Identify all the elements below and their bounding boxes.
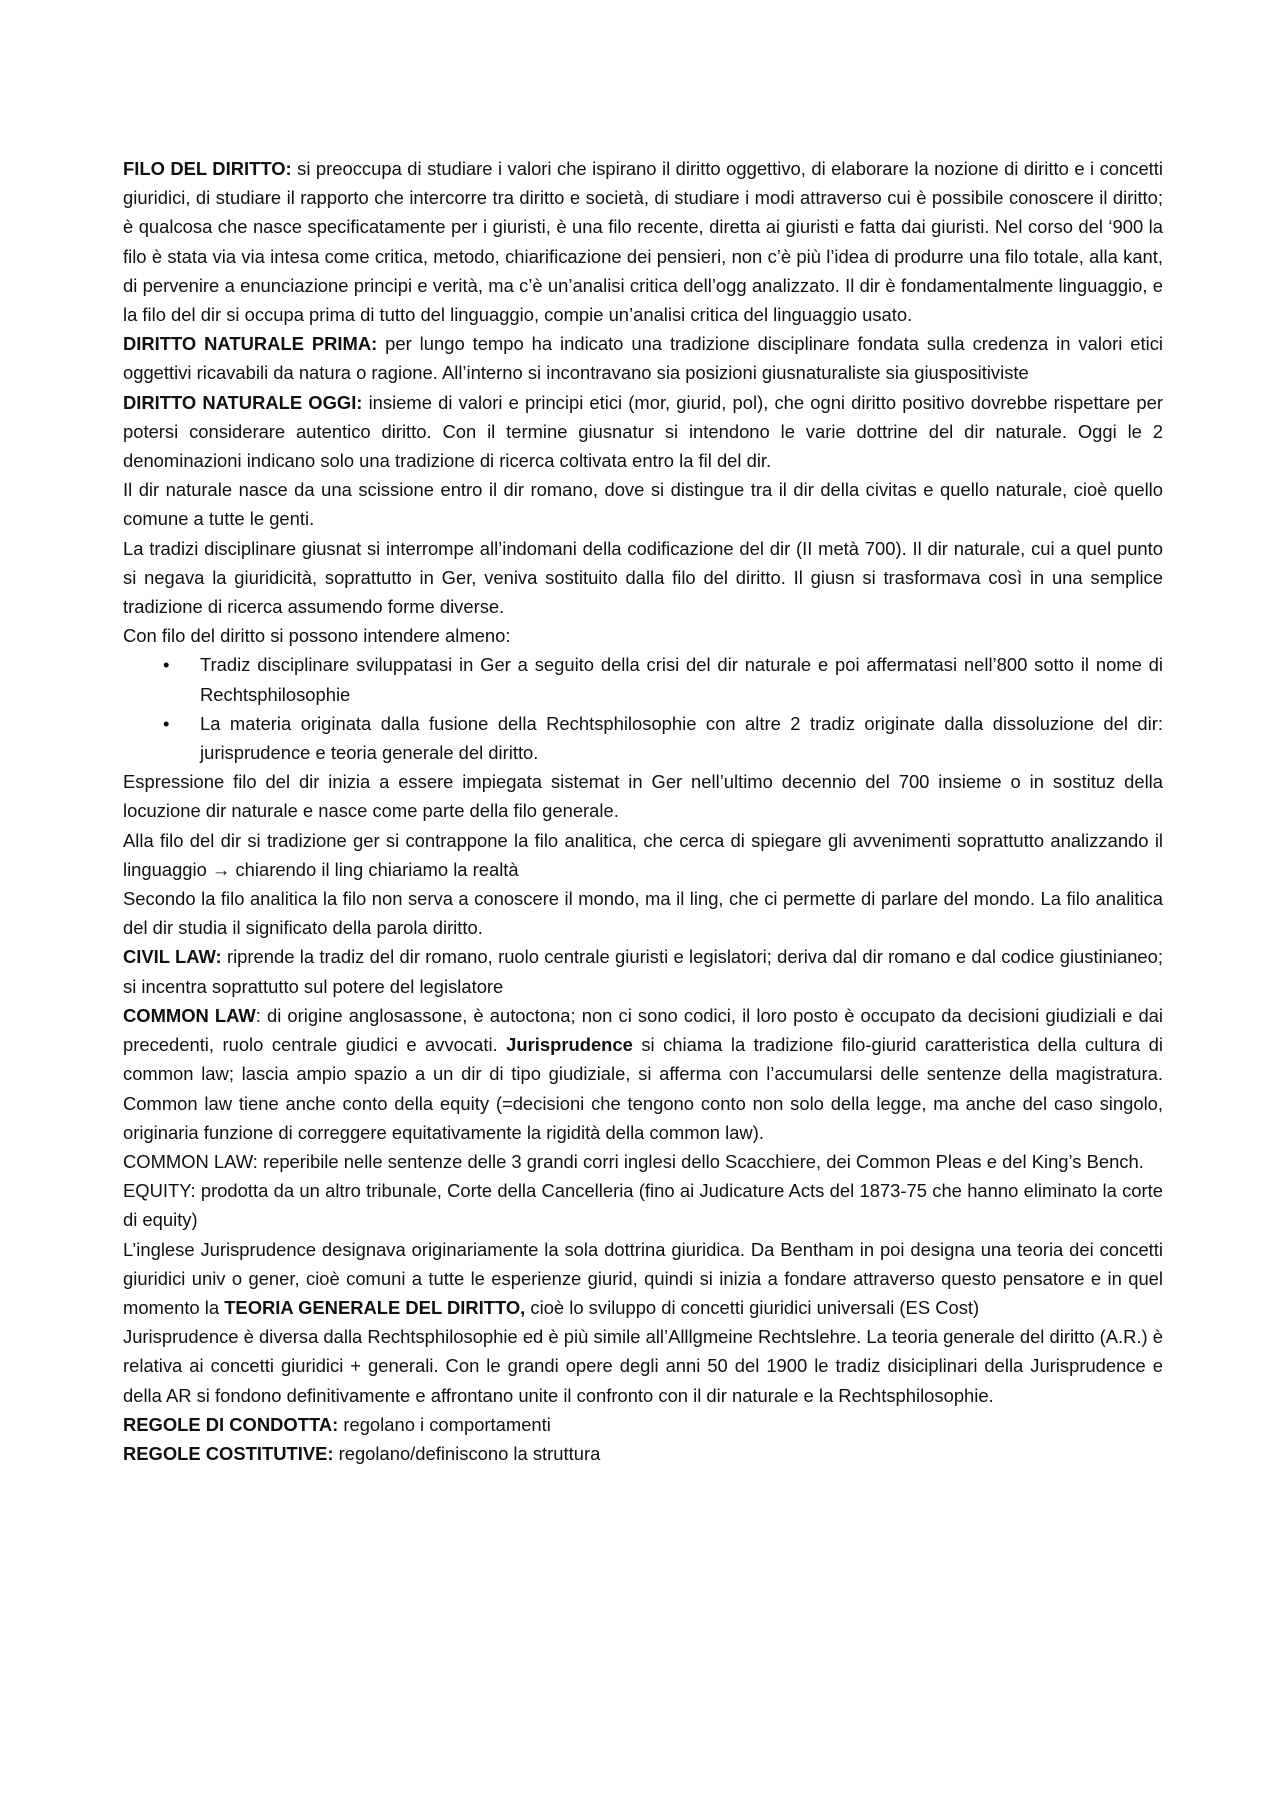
paragraph-text: : di origine anglosassone, è autoctona; non ci sono codici, il loro posto è occupato da decisioni giudiziali e dai precedenti, ruolo centrale giudici e avvocati. bbox=[123, 1004, 1163, 1056]
term-regole-di-condotta: REGOLE DI CONDOTTA: bbox=[123, 1413, 339, 1435]
paragraph-text: regolano/definiscono la struttura bbox=[333, 1442, 601, 1464]
list-item-text: Tradiz disciplinare sviluppatasi in Ger a seguito della crisi del dir naturale e poi affermatasi nell’800 sotto il nome di Rechtsphilosophie bbox=[200, 654, 1163, 705]
term-common-law: COMMON LAW bbox=[123, 1004, 256, 1026]
paragraph-common-law-reperibile: COMMON LAW: reperibile nelle sentenze delle 3 grandi corri inglesi dello Scacchiere, dei Common Pleas e del King’s Bench. bbox=[123, 1150, 1144, 1172]
paragraph-jurisprudence-diversa: Jurisprudence è diversa dalla Rechtsphilosophie ed è più simile all’Alllgmeine Rechtslehre. La teoria generale del diritto (A.R.) è relativa ai concetti giuridici + generali. Con le grandi opere degli anni 50 del 1900 le tradiz disiciplinari della Jurisprudence e della AR si fondono definitivamente e affrontano unite il confronto con il dir naturale e la Rechtsphilosophie. bbox=[123, 1326, 1163, 1406]
paragraph-filo-analitica bbox=[123, 826, 1163, 884]
paragraph-equity: EQUITY: prodotta da un altro tribunale, Corte della Cancelleria (fino ai Judicature Acts del 1873-75 che hanno eliminato la corte di equity) bbox=[123, 1180, 1163, 1231]
arrow-right-icon: → bbox=[211, 858, 231, 880]
paragraph-text: Alla filo del dir si tradizione ger si contrappone la filo analitica, che cerca di spiegare gli avvenimenti soprattutto analizzando il linguaggio bbox=[123, 829, 1163, 880]
term-teoria-generale: TEORIA GENERALE DEL DIRITTO, bbox=[224, 1296, 526, 1318]
paragraph-common-law bbox=[123, 1001, 1163, 1147]
paragraph-jurisprudence-inglese bbox=[123, 1235, 1163, 1323]
list-item-text: La materia originata dalla fusione della Rechtsphilosophie con altre 2 tradiz originate dalla dissoluzione del dir: jurisprudence e teoria generale del diritto. bbox=[200, 712, 1163, 764]
list-item bbox=[123, 709, 1163, 767]
paragraph-diritto-naturale-oggi bbox=[123, 388, 1163, 476]
paragraph-civil-law bbox=[123, 942, 1163, 1000]
paragraph-regole-di-condotta bbox=[123, 1410, 1163, 1439]
paragraph-text: cioè lo sviluppo di concetti giuridici universali (ES Cost) bbox=[525, 1296, 980, 1318]
paragraph-text: si chiama la tradizione filo-giurid caratteristica della cultura di common law; lascia ampio spazio a un dir di tipo giudiziale, si afferma con l’accumularsi delle sentenze della magistratura. Common law tiene anche conto della equity (=decisioni che tengono conto non solo della legge, ma anche del caso singolo, originaria funzione di correggere equitativamente la rigidità della common law). bbox=[123, 1034, 1163, 1143]
paragraph-filo-del-diritto bbox=[123, 154, 1163, 329]
paragraph-text: riprende la tradiz del dir romano, ruolo centrale giuristi e legislatori; deriva dal dir romano e dal codice giustinianeo; si incentra soprattutto sul potere del legislatore bbox=[123, 946, 1163, 997]
term-diritto-naturale-prima: DIRITTO NATURALE PRIMA: bbox=[123, 333, 378, 355]
paragraph-tradizi-disciplinare: La tradizi disciplinare giusnat si interrompe all’indomani della codificazione del dir (II metà 700). Il dir naturale, cui a quel punto si negava la giuridicità, soprattutto in Ger, veniva sostituito dalla filo del diritto. Il giusn si trasformava così in una semplice tradizione di ricerca assumendo forme diverse. bbox=[123, 537, 1163, 618]
document-page bbox=[123, 154, 1163, 1468]
paragraph-text: L’inglese Jurisprudence designava originariamente la sola dottrina giuridica. Da Bentham in poi designa una teoria dei concetti giuridici univ o gener, cioè comuni a tutte le esperienze giurid, quindi si inizia a fondare attraverso questo pensatore e in quel momento la bbox=[123, 1238, 1163, 1318]
paragraph-text: per lungo tempo ha indicato una tradizione disciplinare fondata sulla credenza in valori etici oggettivi ricavabili da natura o ragione. All’interno si incontravano sia posizioni giusnaturaliste sia giuspositiviste bbox=[123, 333, 1163, 384]
list-item bbox=[123, 650, 1163, 708]
paragraph-text: chiarendo il ling chiariamo la realtà bbox=[230, 858, 519, 880]
paragraph-espressione: Espressione filo del dir inizia a essere impiegata sistemat in Ger nell’ultimo decennio del 700 insieme o in sostituz della locuzione dir naturale e nasce come parte della filo generale. bbox=[123, 771, 1163, 822]
bullet-list bbox=[123, 650, 1163, 767]
paragraph-dir-naturale-nasce: Il dir naturale nasce da una scissione entro il dir romano, dove si distingue tra il dir della civitas e quello naturale, cioè quello comune a tutte le genti. bbox=[123, 479, 1163, 530]
paragraph-secondo-filo-analitica: Secondo la filo analitica la filo non serva a conoscere il mondo, ma il ling, che ci permette di parlare del mondo. La filo analitica del dir studia il significato della parola diritto. bbox=[123, 888, 1163, 939]
paragraph-con-filo-del-diritto: Con filo del diritto si possono intendere almeno: bbox=[123, 625, 511, 647]
paragraph-text: regolano i comportamenti bbox=[338, 1413, 551, 1435]
bullet-icon: • bbox=[163, 654, 170, 676]
term-regole-costitutive: REGOLE COSTITUTIVE: bbox=[123, 1442, 334, 1464]
term-civil-law: CIVIL LAW: bbox=[123, 946, 222, 968]
term-filo-del-diritto: FILO DEL DIRITTO: bbox=[123, 158, 292, 179]
paragraph-text: si preoccupa di studiare i valori che ispirano il diritto oggettivo, di elaborare la nozione di diritto e i concetti giuridici, di studiare il rapporto che intercorre tra diritto e società, di studiare i modi attraverso cui è possibile conoscere il diritto; è qualcosa che nasce specificatamente per i giuristi, è una filo recente, diretta ai giuristi e fatta dai giuristi. Nel corso del ‘900 la filo è stata via via intesa come critica, metodo, chiarificazione dei pensieri, non c’è più l’idea di produrre una filo totale, alla kant, di pervenire a enunciazione principi e verità, ma c’è un’analisi critica dell’ogg analizzato. Il dir è fondamentalmente linguaggio, e la filo del dir si occupa prima di tutto del linguaggio, compie un’analisi critica del linguaggio usato. bbox=[123, 158, 1163, 326]
term-jurisprudence: Jurisprudence bbox=[506, 1034, 633, 1056]
term-diritto-naturale-oggi: DIRITTO NATURALE OGGI: bbox=[123, 391, 363, 413]
paragraph-text: insieme di valori e principi etici (mor, giurid, pol), che ogni diritto positivo dovrebbe rispettare per potersi considerare autentico diritto. Con il termine giusnatur si intendono le varie dottrine del dir naturale. Oggi le 2 denominazioni indicano solo una tradizione di ricerca coltivata entro la fil del dir. bbox=[123, 391, 1163, 472]
paragraph-diritto-naturale-prima bbox=[123, 329, 1163, 387]
paragraph-regole-costitutive bbox=[123, 1439, 1163, 1468]
bullet-icon: • bbox=[163, 712, 170, 734]
